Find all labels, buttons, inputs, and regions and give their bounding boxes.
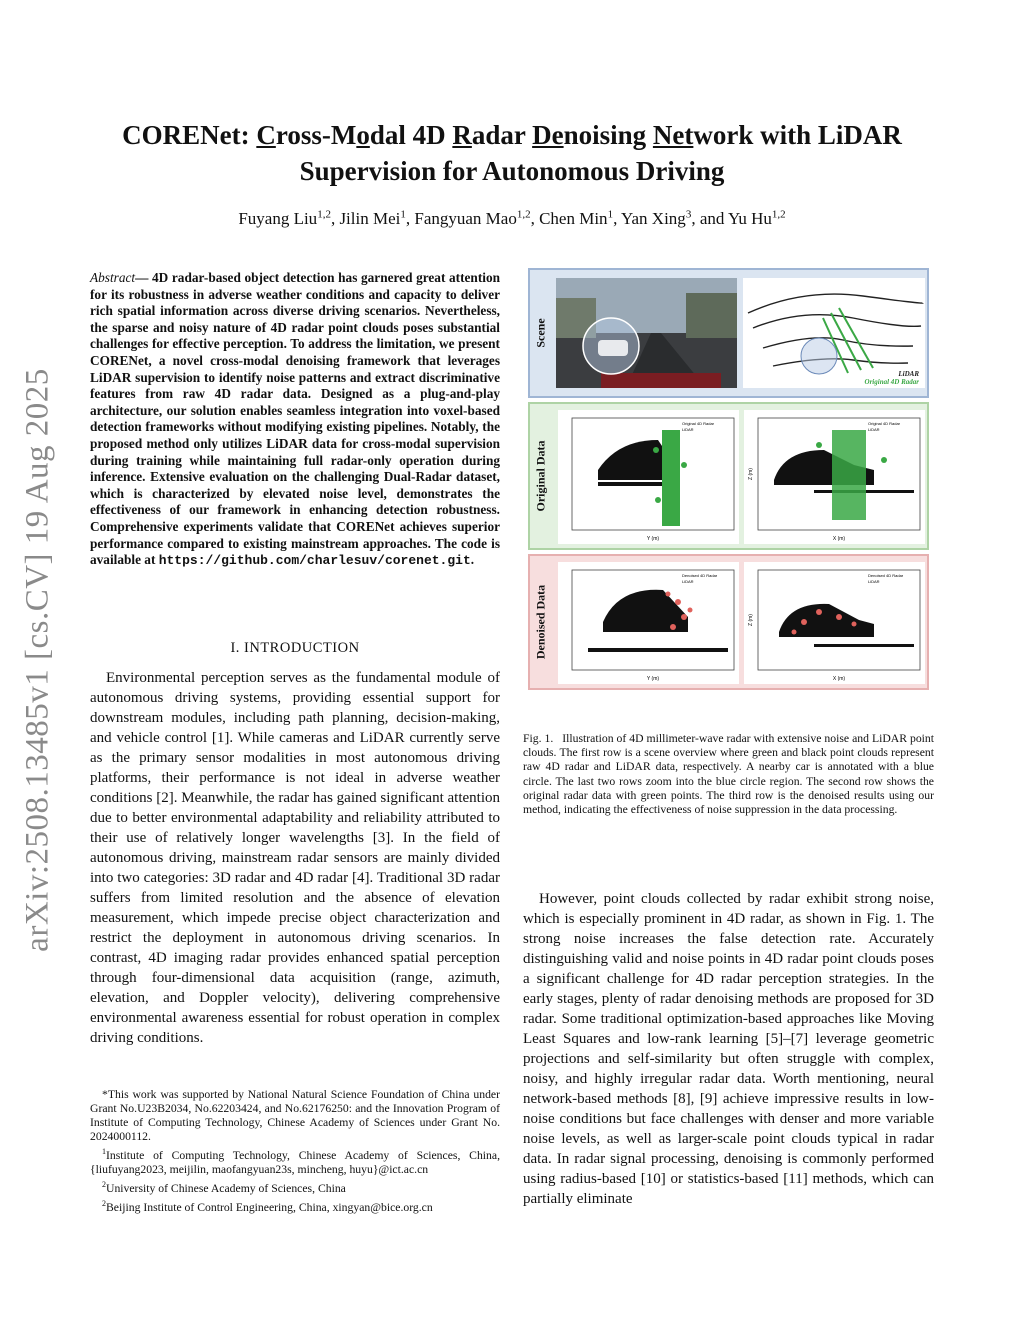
legend-denoised-radar: Denoised 4D Radar — [682, 573, 718, 578]
denoised-plot-front-svg — [744, 562, 925, 684]
figure-row-denoised — [528, 554, 929, 690]
axis-label-x: Y (m) — [646, 536, 660, 542]
code-url-link[interactable]: https://github.com/charlesuv/corenet.git — [158, 553, 471, 569]
author: Yu Hu$^{1,2}$ — [727, 208, 786, 228]
legend-original-radar: Original 4D Radar — [868, 421, 901, 426]
lidar-scene-drawing — [743, 278, 925, 388]
title-line-1: CORENet: Cross-Modal 4D Radar Denoising Network with LiDAR — [122, 120, 902, 150]
row-label-denoised: Denoised Data — [533, 584, 548, 660]
section-heading: I. INTRODUCTION — [230, 640, 360, 656]
footnote-affiliation: $^2$Beijing Institute of Control Engineering, China, xingyan@bice.org.cn — [102, 1198, 433, 1214]
author: Jilin Mei$^1$, — [339, 208, 415, 228]
figure-row-scene — [528, 268, 929, 398]
caption-label: Fig. 1. — [523, 732, 554, 745]
abstract-text: 4D radar-based object detection has garnered great attention for its robustness in adverse weather conditions and capacity to deliver rich spatial information across diverse driving scenarios. Nevertheless, the sparse and noisy nature of 4D radar point clouds poses substantial challenges for effective perception. To address the limitation, we present CORENet, a novel cross-modal denoising framework that leverages LiDAR supervision to identify noise patterns and extract discriminative features from raw 4D radar data. Designed as a plug-and-play architecture, our solution enables seamless integration into voxel-based detection frameworks without modifying existing pipelines. Notably, the proposed method only utilizes LiDAR data for cross-modal supervision during training while maintaining full radar-only operation during inference. Extensive evaluation on the challenging Dual-Radar dataset, which is characterized by elevated noise level, demonstrates the effectiveness of our framework in enhancing detection robustness. Comprehensive experiments validate that CORENet achieves superior performance compared to existing mainstream approaches. The code is available at — [90, 270, 500, 568]
legend-lidar: LiDAR — [868, 579, 880, 584]
denoised-plot-side — [558, 562, 739, 684]
legend-denoised-radar: Denoised 4D Radar — [868, 573, 904, 578]
camera-scene-drawing — [556, 278, 737, 388]
lidar-scene-image — [743, 278, 925, 388]
axis-label-x: Y (m) — [646, 676, 660, 682]
footnotes — [90, 1088, 500, 1216]
author: Fuyang Liu$^{1,2}$, — [238, 208, 340, 228]
author-list — [90, 208, 934, 229]
intro-paragraph: Environmental perception serves as the fundamental module of autonomous driving systems, providing essential support for downstream modules, including path planning, decision-making, and vehicle control [1]. While cameras and LiDAR currently serve as the primary sensor modalities in most autonomous driving platforms, their performance is not ideal in adverse weather conditions [2]. Meanwhile, the radar has gained significant attention due to better environmental adaptability and reliability attributed to their use of relatively longer wavelengths [3]. In the field of autonomous driving, mainstream radar sensors are mainly divided into two categories: 3D radar and 4D radar [4]. Traditional 3D radar suffers from limited resolution and the absence of elevation measurement, which impede precise object characterization and restrict the deployment in autonomous driving scenarios. In contrast, 4D imaging radar provides enhanced spatial perception through four-dimensional data acquisition (range, azimuth, elevation, and Doppler velocity), delivering comprehensive environmental awareness essential for robust operation in complex driving conditions. — [90, 670, 500, 1046]
denoised-plot-front — [744, 562, 925, 684]
legend-lidar: LiDAR — [682, 579, 694, 584]
original-plot-front-svg — [744, 410, 925, 544]
axis-label-y: Z (m) — [748, 468, 754, 480]
axis-label-y: Z (m) — [748, 614, 754, 626]
original-plot-side — [558, 410, 739, 544]
body-paragraph: However, point clouds collected by radar exhibit strong noise, which is especially prominent in 4D radar, as shown in Fig. 1. The strong noise increases the false detection rate. Accurately distinguishing valid and noise points in 4D radar point clouds poses a significant challenge for 4D radar perception strategies. In the early stages, plenty of radar denoising methods are proposed for 3D radar. Some traditional optimization-based approaches like Moving Least Squares and low-rank learning [5]–[7] leverage geometric projections and self-similarity but often struggle with complex, noisy, and highly irregular radar data. Worth mentioning, neural network-based methods [8], [9] achieve impressive results in low-noise conditions but face challenges with denser and more variable noise levels, as well as larger-scale point clouds typical in radar data. In radar signal processing, denoising is commonly performed using radius-based [10] or statistics-based [11] methods, which can partially eliminate — [523, 891, 934, 1207]
row-label-scene: Scene — [533, 318, 548, 348]
denoised-plot-side-svg — [558, 562, 739, 684]
row-label-original: Original Data — [533, 440, 548, 512]
original-plot-side-svg — [558, 410, 739, 544]
camera-scene-image — [556, 278, 737, 388]
right-column-text — [523, 889, 934, 1209]
footnote-affiliation: $^2$University of Chinese Academy of Sciences, China — [102, 1179, 346, 1195]
legend-lidar: LiDAR — [868, 427, 880, 432]
title-line-2: Supervision for Autonomous Driving — [299, 156, 725, 186]
radar-label: Original 4D Radar — [864, 378, 919, 386]
author: Chen Min$^1$, — [539, 208, 621, 228]
original-plot-front — [744, 410, 925, 544]
author: Fangyuan Mao$^{1,2}$, — [414, 208, 540, 228]
intro-text — [90, 668, 500, 1048]
axis-label-x: X (m) — [832, 536, 846, 542]
figure-row-original — [528, 402, 929, 550]
legend-lidar: LiDAR — [682, 427, 694, 432]
axis-label-x: X (m) — [832, 676, 846, 682]
abstract-label: Abstract — [90, 270, 136, 285]
caption-text: Illustration of 4D millimeter-wave radar with extensive noise and LiDAR point clouds. The first row is a scene overview where green and black point clouds represent raw 4D radar and LiDAR data, respectively. A nearby car is annotated with a blue circle. The last two rows zoom into the blue circle region. The second row shows the original radar data with green points. The third row is the denoised results using our method, indicating the effectiveness of noise suppression in the data processing. — [523, 732, 935, 817]
arxiv-sidebar-stamp — [8, 360, 68, 960]
footnote-funding: *This work was supported by National Natural Science Foundation of China under Grant No.U23B2034, No.62203424, and No.62176250: and the Innovation Program of Institute of Computing Technology, Chinese Academy of Sciences under Grant No. 2024000112. — [90, 1088, 500, 1143]
abstract: Abstract— 4D radar-based object detection has garnered great attention for its robustness in adverse weather conditions and capacity to deliver rich spatial information across diverse driving scenarios. Nevertheless, the sparse and noisy nature of 4D radar point clouds poses substantial challenges for effective perception. To address the limitation, we present CORENet, a novel cross-modal denoising framework that leverages LiDAR supervision to identify noise patterns and extract discriminative features from raw 4D radar data. Designed as a plug-and-play architecture, our solution enables seamless integration into voxel-based detection frameworks without modifying existing pipelines. Notably, the proposed method only utilizes LiDAR data for cross-modal supervision during training while maintaining full radar-only operation during inference. Extensive evaluation on the challenging Dual-Radar dataset, which is characterized by elevated noise level, demonstrates the effectiveness of our framework in enhancing detection robustness. Comprehensive experiments validate that CORENet achieves superior performance compared to existing mainstream approaches. The code is available at https://github.com/charlesuv/corenet.git. — [90, 270, 500, 569]
figure-1 — [528, 268, 929, 690]
footnote-affiliation: $^1$Institute of Computing Technology, Chinese Academy of Sciences, China, {liufuyang2023, meijilin, maofangyuan23s, mincheng, huyu}@ict.ac.cn — [90, 1147, 500, 1176]
figure-caption — [523, 732, 934, 817]
legend-original-radar: Original 4D Radar — [682, 421, 715, 426]
author: Yan Xing$^3$, and — [620, 208, 728, 228]
paper-title — [90, 117, 934, 189]
arxiv-id: arXiv:2508.13485v1 [cs.CV] 19 Aug 2025 — [19, 368, 56, 952]
lidar-label: LiDAR — [898, 370, 919, 378]
